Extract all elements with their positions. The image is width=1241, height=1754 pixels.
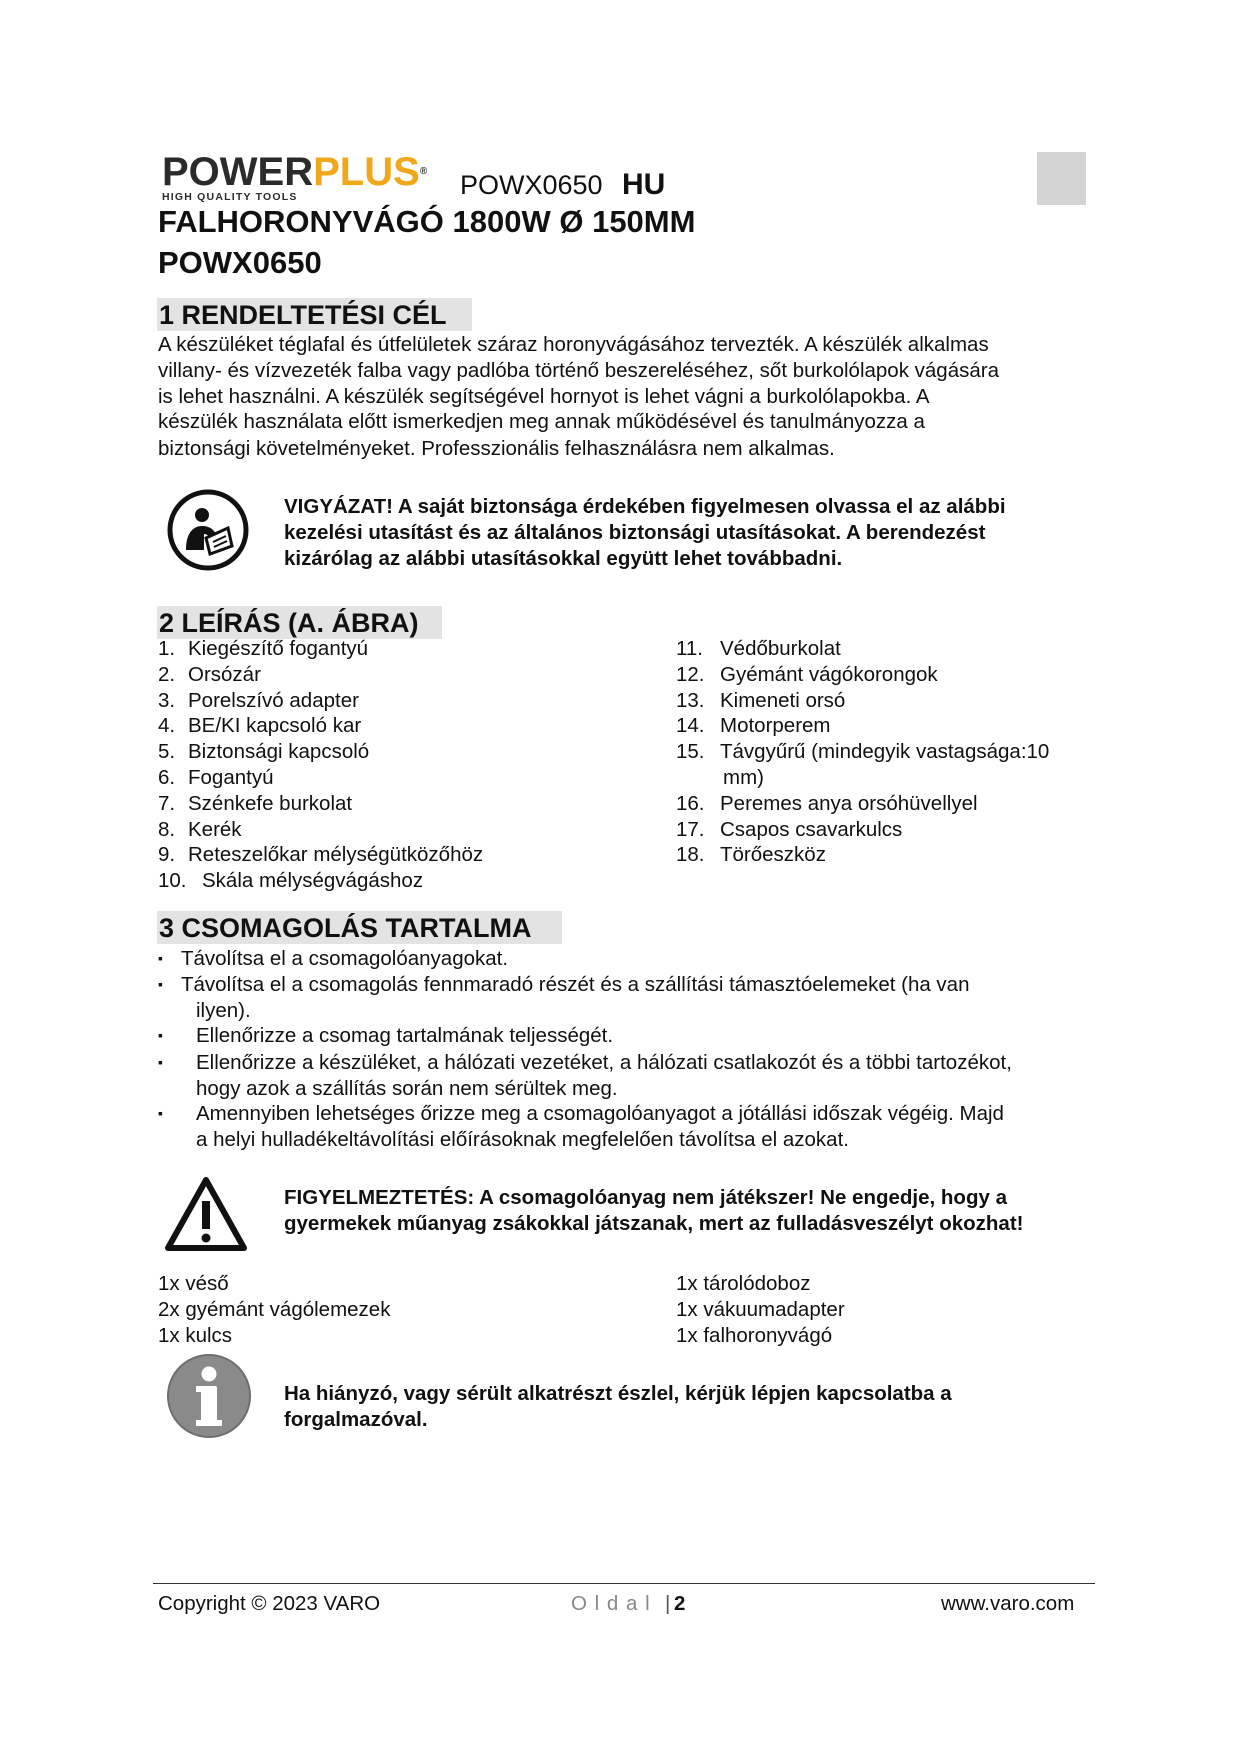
list-item: 1x tárolódoboz — [676, 1272, 811, 1295]
list-item: 9. Reteszelőkar mélységütközőhöz — [158, 843, 484, 867]
list-item: 18. Törőeszköz — [676, 843, 826, 867]
package-contents-right — [676, 1271, 845, 1348]
bullet-icon: ▪ — [158, 950, 163, 966]
list-item: 1x véső — [158, 1272, 229, 1295]
bullet-icon: ▪ — [158, 1027, 163, 1043]
list-item: 1x falhoronyvágó — [676, 1323, 833, 1347]
parts-list-left — [158, 636, 483, 894]
list-item: 13. Kimeneti orsó — [676, 688, 846, 712]
list-item: 1x kulcs — [158, 1323, 233, 1347]
list-item: 8. Kerék — [158, 817, 242, 841]
purpose-paragraph — [158, 332, 1098, 462]
info-icon — [165, 1352, 253, 1440]
bullet-icon: ▪ — [158, 976, 163, 992]
list-item: 16. Peremes anya orsóhüvellyel — [676, 791, 978, 815]
list-item: 2x gyémánt vágólemezek — [158, 1297, 391, 1321]
footer-copyright: Copyright © 2023 VARO — [158, 1592, 381, 1615]
paragraph-line: készülék használata előtt ismerkedjen meg annak működésével és tanulmányozza a — [158, 410, 925, 434]
corner-marker — [1037, 152, 1086, 205]
warning-line: kezelési utasítást és az általános biztonsági utasításokat. A berendezést — [284, 521, 986, 544]
section-heading-description: 2 LEÍRÁS (A. ÁBRA) — [157, 606, 442, 639]
list-item: 17. Csapos csavarkulcs — [676, 817, 903, 841]
list-item: 14. Motorperem — [676, 714, 831, 738]
warning-line: VIGYÁZAT! A saját biztonsága érdekében figyelmesen olvassa el az alábbi — [284, 495, 1006, 518]
warning-line: FIGYELMEZTETÉS: A csomagolóanyag nem játékszer! Ne engedje, hogy a — [284, 1186, 1007, 1209]
page-title: FALHORONYVÁGÓ 1800W Ø 150MM — [158, 204, 696, 239]
list-item: 5. Biztonsági kapcsoló — [158, 740, 370, 764]
list-item: 10. Skála mélységvágáshoz — [158, 869, 424, 893]
bullet-icon: ▪ — [158, 1105, 163, 1121]
list-item-continuation: mm) — [723, 765, 764, 789]
warning-triangle-icon — [164, 1175, 248, 1253]
info-line: forgalmazóval. — [284, 1408, 428, 1431]
list-item: 3. Porelszívó adapter — [158, 688, 359, 712]
list-item: 1x vákuumadapter — [676, 1297, 845, 1321]
list-item: 6. Fogantyú — [158, 765, 274, 789]
list-item: 2. Orsózár — [158, 662, 261, 686]
parts-list-right — [676, 636, 1049, 868]
footer-website: www.varo.com — [941, 1592, 1075, 1615]
list-item: ▪ Amennyiben lehetséges őrizze meg a csomagolóanyagot a jótállási időszak végéig. Majd a helyi hulladékeltávolítási előírásoknak megfelelően távolítsa el azokat. — [158, 1102, 1004, 1151]
missing-parts-note — [284, 1381, 1114, 1433]
list-item: ▪ Távolítsa el a csomagolóanyagokat. — [158, 947, 509, 970]
list-item: 15. Távgyűrű (mindegyik vastagsága:10 — [676, 740, 1050, 764]
model-code: POWX0650 — [460, 170, 603, 200]
package-contents-left — [158, 1271, 390, 1348]
footer-page-label: O l d a l — [571, 1592, 651, 1615]
list-item: 12. Gyémánt vágókorongok — [676, 662, 938, 686]
bullet-icon: ▪ — [158, 1054, 163, 1070]
safety-warning-text — [284, 494, 1114, 572]
brand-logo — [162, 152, 442, 202]
paragraph-line: biztonsági követelményeket. Professzionális felhasználásra nem alkalmas. — [158, 437, 835, 461]
page-subtitle: POWX0650 — [158, 245, 322, 280]
footer-page-number: 2 — [674, 1592, 686, 1615]
warning-line: kizárólag az alábbi utasításokkal együtt lehet továbbadni. — [284, 547, 843, 570]
list-item: ▪ Ellenőrizze a csomag tartalmának teljességét. — [158, 1024, 614, 1047]
list-item: 1. Kiegészítő fogantyú — [158, 637, 369, 660]
list-item: 7. Szénkefe burkolat — [158, 791, 353, 815]
footer-divider — [153, 1583, 1095, 1584]
logo-power-text: POWER — [162, 150, 314, 194]
footer-separator: | — [665, 1592, 671, 1615]
read-manual-icon — [166, 488, 250, 572]
warning-line: gyermekek műanyag zsákokkal játszanak, mert az fulladásveszélyt okozhat! — [284, 1212, 1024, 1235]
language-code: HU — [622, 168, 666, 201]
packaging-warning-text — [284, 1185, 1114, 1237]
list-item: 11. Védőburkolat — [676, 637, 841, 660]
section-heading-purpose: 1 RENDELTETÉSI CÉL — [157, 298, 472, 331]
list-item: ▪ Ellenőrizze a készüléket, a hálózati vezetéket, a hálózati csatlakozót és a többi tartozékot, hogy azok a szállítás során nem sérültek meg. — [158, 1051, 1012, 1100]
list-item: ▪ Távolítsa el a csomagolás fennmaradó részét és a szállítási támasztóelemeket (ha van ilyen). — [158, 973, 970, 1022]
logo-tagline: HIGH QUALITY TOOLS — [162, 191, 298, 203]
paragraph-line: is lehet használni. A készülék segítségével hornyot is lehet vágni a burkolólapokba. A — [158, 384, 930, 408]
list-item: 4. BE/KI kapcsoló kar — [158, 714, 362, 738]
paragraph-line: villany- és vízvezeték falba vagy padlóba történő beszereléséhez, sőt burkolólapok vágására — [158, 358, 999, 382]
paragraph-line: A készüléket téglafal és útfelületek száraz horonyvágásához tervezték. A készülék alkalmas — [158, 333, 989, 356]
logo-registered-mark: ® — [419, 166, 428, 177]
section-heading-package: 3 CSOMAGOLÁS TARTALMA — [157, 911, 562, 944]
logo-plus-text: PLUS — [313, 150, 420, 194]
info-line: Ha hiányzó, vagy sérült alkatrészt észlel, kérjük lépjen kapcsolatba a — [284, 1382, 952, 1405]
